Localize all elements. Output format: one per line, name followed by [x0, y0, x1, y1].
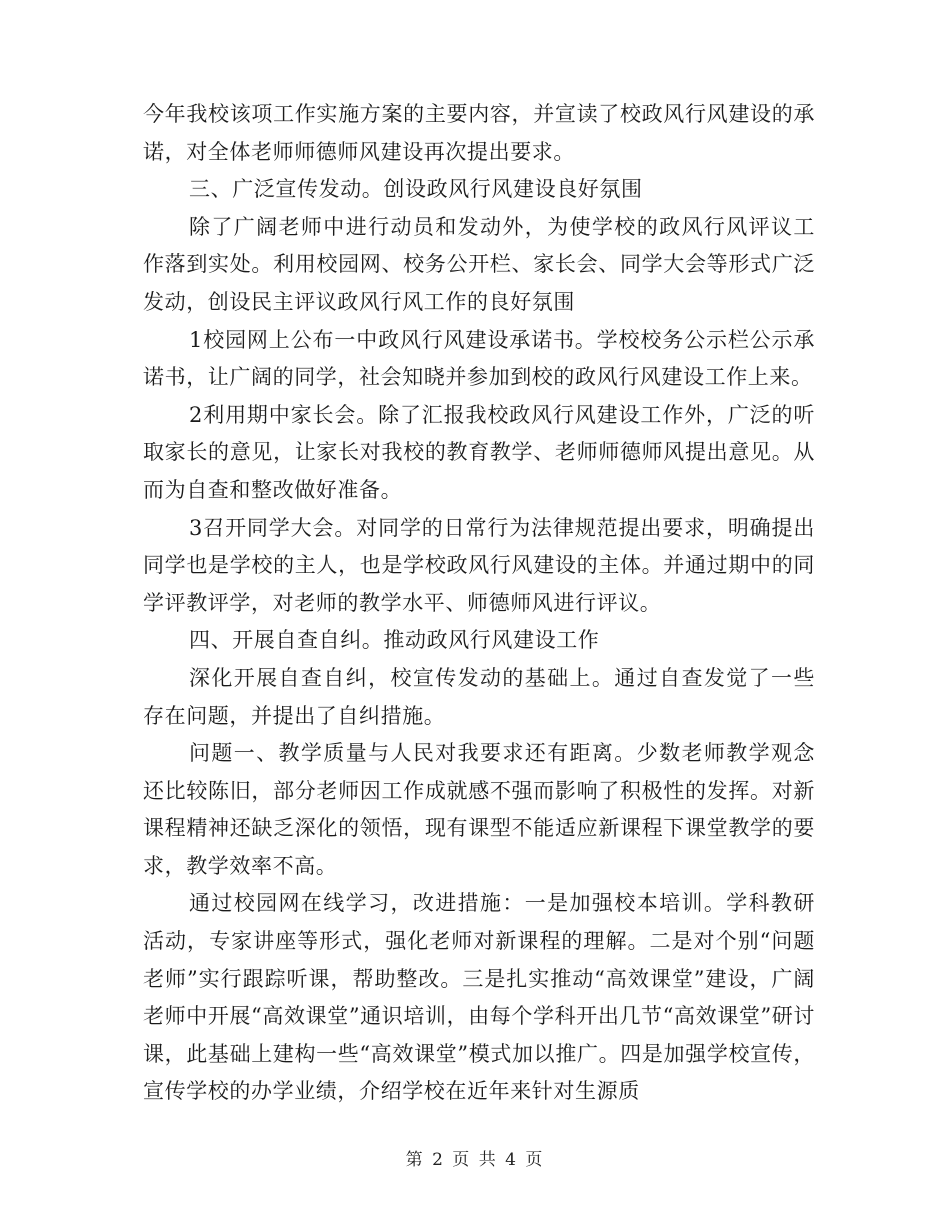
document-body	[143, 96, 815, 1111]
paragraph-8: 深化开展自查自纠，校宣传发动的基础上。通过自查发觉了一些存在问题，并提出了自纠措施。	[143, 665, 815, 728]
section-heading-4: 四、开展自查自纠。推动政风行风建设工作	[189, 628, 600, 653]
problem-1-paragraph: 问题一、教学质量与人民对我要求还有距离。少数老师教学观念还比较陈旧，部分老师因工作成就感不强而影响了积极性的发挥。对新课程精神还缺乏深化的领悟，现有课型不能适应新课程下课堂教学的要求，教学效率不高。	[143, 741, 815, 878]
page-number-footer: 第 2 页 共 4 页	[405, 1150, 545, 1170]
list-item-1: 1校园网上公布一中政风行风建设承诺书。学校校务公示栏公示承诺书，让广阔的同学，社会知晓并参加到校的政风行风建设工作上来。	[143, 327, 815, 390]
paragraph-1: 今年我校该项工作实施方案的主要内容，并宣读了校政风行风建设的承诺，对全体老师师德师风建设再次提出要求。	[143, 102, 815, 164]
list-item-2: 2利用期中家长会。除了汇报我校政风行风建设工作外，广泛的听取家长的意见，让家长对我校的教育教学、老师师德师风提出意见。从而为自查和整改做好准备。	[143, 402, 815, 502]
improvement-measures-paragraph: 通过校园网在线学习，改进措施：一是加强校本培训。学科教研活动，专家讲座等形式，强化老师对新课程的理解。二是对个别“问题老师”实行跟踪听课，帮助整改。三是扎实推动“高效课堂”建设，广阔老师中开展“高效课堂”通识培训，由每个学科开出几节“高效课堂”研讨课，此基础上建构一些“高效课堂”模式加以推广。四是加强学校宣传，宣传学校的办学业绩，介绍学校在近年来针对生源质	[143, 891, 815, 1104]
section-heading-3: 三、广泛宣传发动。创设政风行风建设良好氛围	[189, 177, 643, 202]
paragraph-3: 除了广阔老师中进行动员和发动外，为使学校的政风行风评议工作落到实处。利用校园网、校务公开栏、家长会、同学大会等形式广泛发动，创设民主评议政风行风工作的良好氛围	[143, 214, 815, 314]
list-item-3: 3召开同学大会。对同学的日常行为法律规范提出要求，明确提出同学也是学校的主人，也是学校政风行风建设的主体。并通过期中的同学评教评学，对老师的教学水平、师德师风进行评议。	[143, 515, 815, 615]
